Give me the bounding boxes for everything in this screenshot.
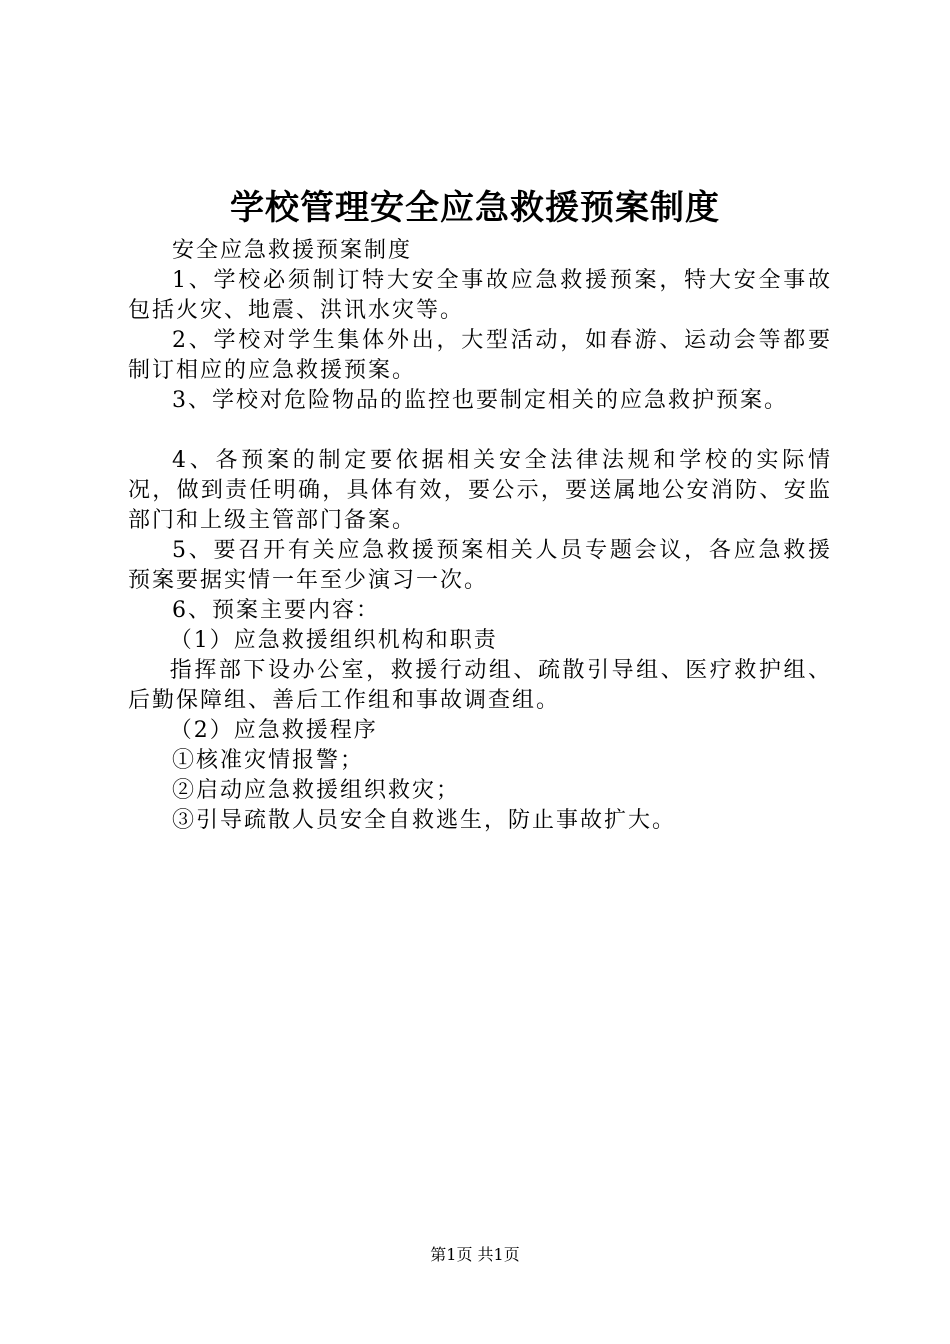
page-footer: 第1页 共1页: [430, 1245, 520, 1264]
procedure-step-3: ③引导疏散人员安全自救逃生，防止事故扩大。: [172, 808, 677, 833]
document-body: [128, 236, 832, 836]
paragraph-item-3: 3、学校对危险物品的监控也要制定相关的应急救护预案。: [172, 388, 788, 413]
paragraph-item-5: 5、要召开有关应急救援预案相关人员专题会议，各应急救援预案要据实情一年至少演习一次。: [128, 538, 832, 593]
procedure-step-2: ②启动应急救援组织救灾；: [172, 778, 461, 803]
subheading-organization: （1）应急救援组织机构和职责: [169, 628, 498, 653]
procedure-step-1: ①核准灾情报警；: [172, 748, 365, 773]
paragraph-item-2: 2、学校对学生集体外出，大型活动，如春游、运动会等都要制订相应的应急救援预案。: [128, 328, 832, 383]
paragraph-item-1: 1、学校必须制订特大安全事故应急救援预案，特大安全事故包括火灾、地震、洪讯水灾等。: [128, 268, 832, 323]
paragraph-organization-detail: 指挥部下设办公室，救援行动组、疏散引导组、医疗救护组、后勤保障组、善后工作组和事故调查组。: [128, 658, 832, 713]
paragraph-item-6: 6、预案主要内容：: [172, 598, 380, 623]
subheading-procedure: （2）应急救援程序: [169, 718, 378, 743]
document-title: 学校管理安全应急救援预案制度: [230, 188, 720, 228]
paragraph-item-4: 4、各预案的制定要依据相关安全法律法规和学校的实际情况，做到责任明确，具体有效，要公示，要送属地公安消防、安监部门和上级主管部门备案。: [128, 448, 832, 533]
paragraph-heading: 安全应急救援预案制度: [172, 238, 413, 263]
